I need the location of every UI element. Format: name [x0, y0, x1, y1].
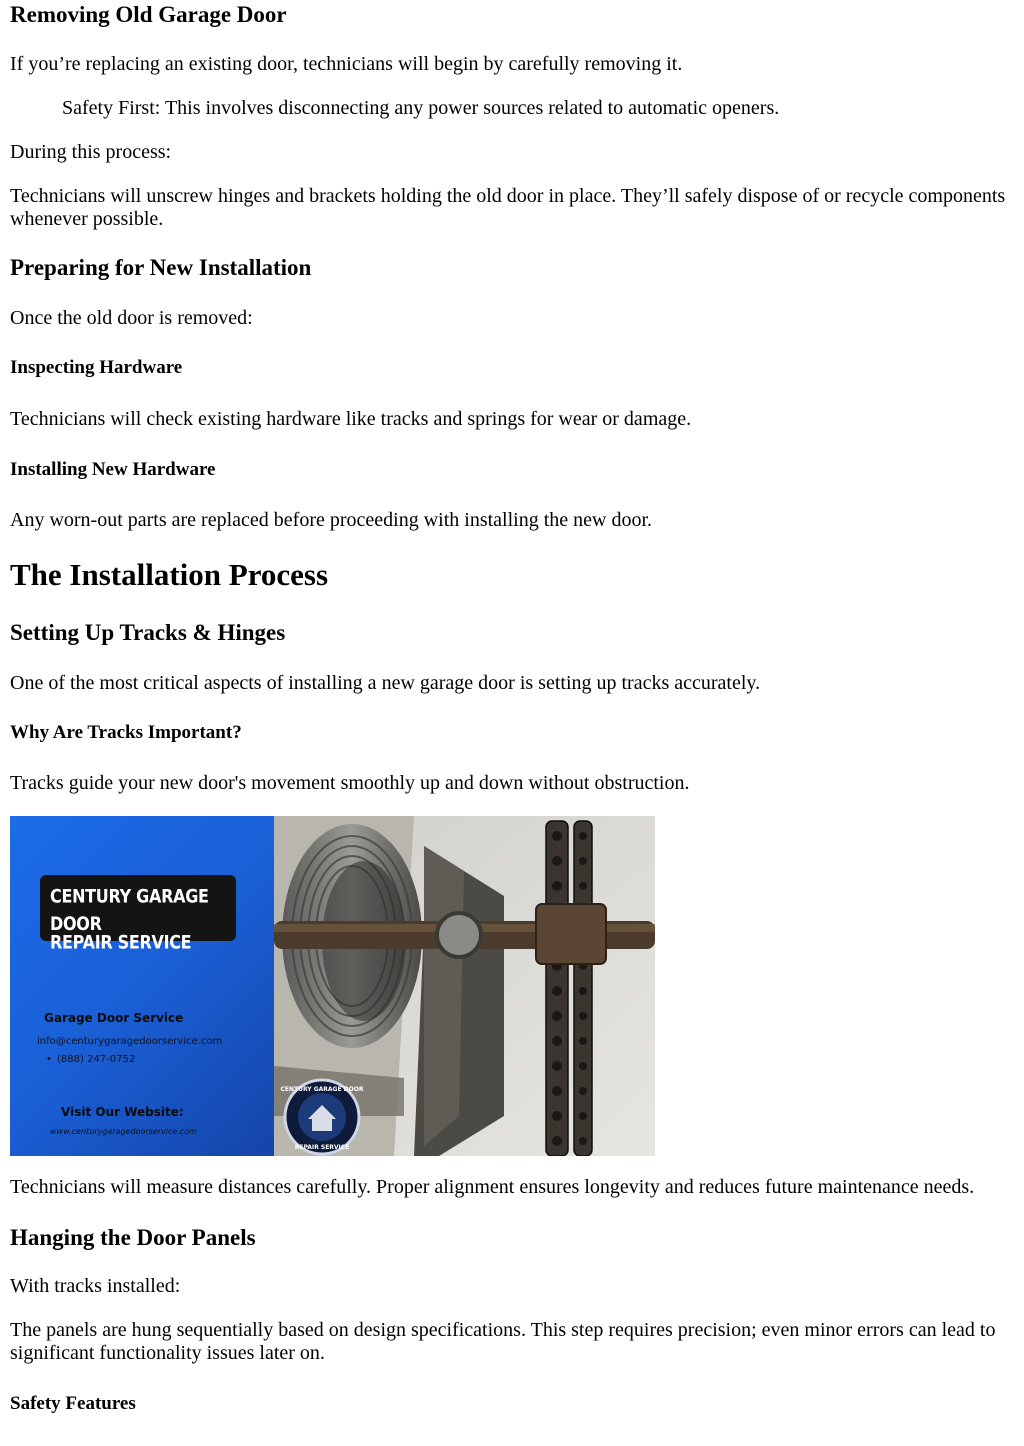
paragraph-with-tracks: With tracks installed:: [10, 1275, 181, 1297]
heading-hanging-panels: Hanging the Door Panels: [10, 1225, 256, 1250]
heading-why-tracks: Why Are Tracks Important?: [10, 722, 242, 743]
paragraph-inspecting-hardware: Technicians will check existing hardware like tracks and springs for wear or damage.: [10, 408, 692, 430]
paragraph-panels-details: The panels are hung sequentially based on design specifications. This step requires precision; even minor errors can lead to significant functionality issues later on.: [10, 1319, 996, 1364]
brand-logo-box: [40, 875, 236, 954]
heading-installation-process: The Installation Process: [10, 557, 329, 592]
service-email: info@centurygaragedoorservice.com: [37, 1036, 223, 1047]
hardware-illustration: [274, 816, 655, 1156]
service-title: Garage Door Service: [44, 1011, 184, 1025]
heading-inspecting-hardware: Inspecting Hardware: [10, 357, 183, 378]
paragraph-installing-hardware: Any worn-out parts are replaced before proceeding with installing the new door.: [10, 509, 653, 531]
visit-website-label: Visit Our Website:: [61, 1105, 184, 1119]
paragraph-removing-intro: If you’re replacing an existing door, technicians will begin by carefully removing it.: [10, 53, 683, 75]
heading-safety-features: Safety Features: [10, 1393, 136, 1414]
service-phone: • (888) 247-0752: [57, 1054, 135, 1065]
paragraph-why-tracks: Tracks guide your new door's movement smoothly up and down without obstruction.: [10, 772, 690, 794]
blockquote-safety-first: Safety First: This involves disconnecting any power sources related to automatic openers.: [62, 97, 780, 119]
garage-door-hardware-photo: [274, 816, 655, 1156]
heading-preparing: Preparing for New Installation: [10, 255, 312, 280]
heading-tracks-hinges: Setting Up Tracks & Hinges: [10, 620, 286, 645]
brand-line-1: CENTURY GARAGE DOOR: [50, 885, 209, 935]
heading-removing-old-door: Removing Old Garage Door: [10, 2, 287, 27]
svg-text:CENTURY GARAGE DOOR: CENTURY GARAGE DOOR: [280, 1086, 364, 1093]
sprocket: [536, 904, 606, 964]
paragraph-removal-details: Technicians will unscrew hinges and brackets holding the old door in place. They’ll safely dispose of or recycle components whenever possible.: [10, 185, 1006, 230]
svg-text:REPAIR SERVICE: REPAIR SERVICE: [294, 1144, 350, 1151]
paragraph-measure-distances: Technicians will measure distances carefully. Proper alignment ensures longevity and reduces future maintenance needs.: [10, 1176, 975, 1198]
ad-image-blue-panel: [10, 816, 274, 1156]
heading-installing-hardware: Installing New Hardware: [10, 459, 216, 480]
ad-image: [10, 816, 655, 1156]
website-url: www.centurygaragedoorservice.com: [50, 1127, 197, 1136]
brand-line-2: REPAIR SERVICE: [50, 931, 192, 954]
paragraph-tracks: One of the most critical aspects of installing a new garage door is setting up tracks accurately.: [10, 672, 761, 694]
paragraph-preparing-intro: Once the old door is removed:: [10, 307, 253, 329]
paragraph-during-process: During this process:: [10, 141, 172, 163]
